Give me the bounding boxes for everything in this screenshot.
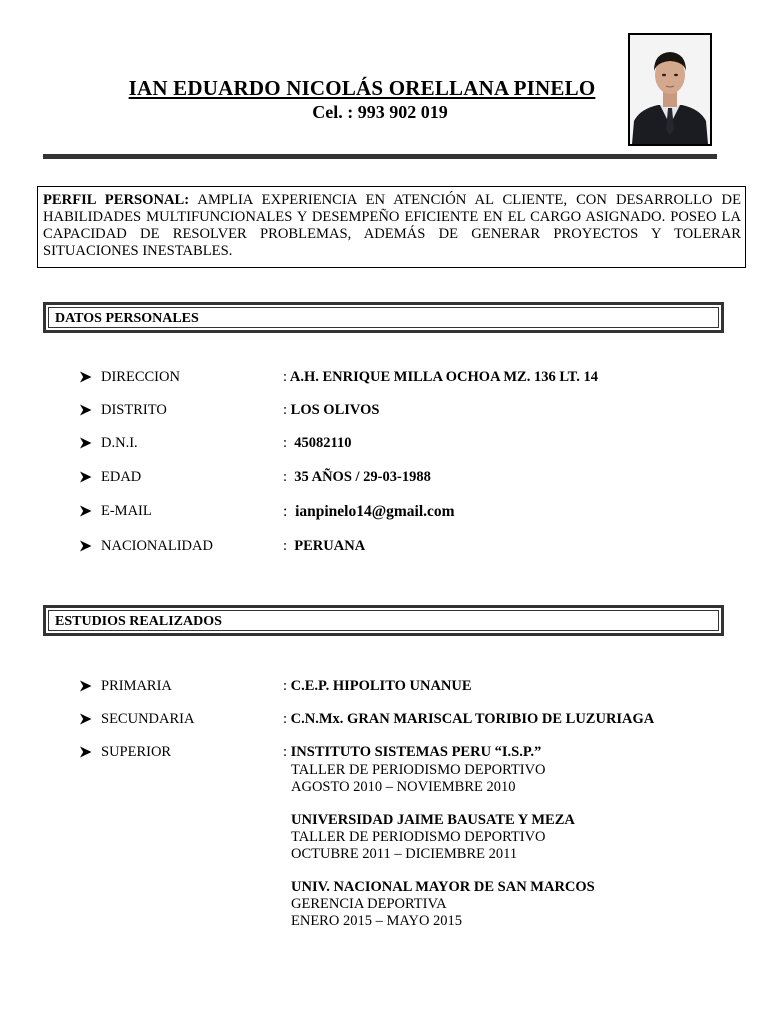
- study-detail: [291, 762, 546, 796]
- field-label: DIRECCION: [101, 369, 180, 385]
- field-label: E-MAIL: [101, 503, 152, 519]
- phone-number: Cel. : 993 902 019: [312, 102, 448, 122]
- profile-box: [37, 186, 746, 268]
- arrow-bullet-icon: [79, 713, 92, 725]
- arrow-bullet-icon: [79, 404, 92, 416]
- list-item: [0, 503, 768, 521]
- course-period: ENERO 2015 – MAYO 2015: [291, 913, 463, 929]
- section-studies: [43, 605, 724, 636]
- course-name: GERENCIA DEPORTIVA: [291, 896, 447, 912]
- institution-name: UNIVERSIDAD JAIME BAUSATE Y MEZA: [291, 812, 575, 828]
- field-label: PRIMARIA: [101, 678, 172, 694]
- arrow-bullet-icon: [79, 540, 92, 552]
- study-detail: [291, 879, 595, 930]
- profile-photo: [628, 33, 712, 146]
- section-title: ESTUDIOS REALIZADOS: [55, 614, 222, 629]
- field-label: DISTRITO: [101, 402, 167, 418]
- list-item: [0, 538, 768, 556]
- field-value: : C.E.P. HIPOLITO UNANUE: [283, 678, 472, 694]
- field-label: NACIONALIDAD: [101, 538, 213, 554]
- field-value: : LOS OLIVOS: [283, 402, 380, 418]
- field-value: : 45082110: [283, 435, 352, 451]
- field-value: : C.N.Mx. GRAN MARISCAL TORIBIO DE LUZURIAGA: [283, 711, 655, 727]
- email-value: : ianpinelo14@gmail.com: [283, 503, 455, 520]
- course-name: TALLER DE PERIODISMO DEPORTIVO: [291, 829, 546, 845]
- course-period: AGOSTO 2010 – NOVIEMBRE 2010: [291, 779, 516, 795]
- field-label: EDAD: [101, 469, 142, 485]
- candidate-name: IAN EDUARDO NICOLÁS ORELLANA PINELO: [128, 76, 596, 100]
- arrow-bullet-icon: [79, 746, 92, 758]
- profile-label: PERFIL PERSONAL:: [43, 192, 190, 208]
- field-value: : PERUANA: [283, 538, 366, 554]
- list-item: [0, 435, 768, 453]
- arrow-bullet-icon: [79, 505, 92, 517]
- institution-name: UNIV. NACIONAL MAYOR DE SAN MARCOS: [291, 879, 595, 895]
- field-value: : A.H. ENRIQUE MILLA OCHOA MZ. 136 LT. 14: [283, 369, 599, 385]
- section-personal-data: [43, 302, 724, 333]
- field-label: SUPERIOR: [101, 744, 172, 760]
- arrow-bullet-icon: [79, 471, 92, 483]
- header-divider: [43, 154, 717, 159]
- arrow-bullet-icon: [79, 371, 92, 383]
- field-value: : 35 AÑOS / 29-03-1988: [283, 469, 431, 485]
- field-label: SECUNDARIA: [101, 711, 195, 727]
- course-period: OCTUBRE 2011 – DICIEMBRE 2011: [291, 846, 518, 862]
- profile-text: AMPLIA EXPERIENCIA EN ATENCIÓN AL CLIENTE, CON DESARROLLO DE HABILIDADES MULTIFUNCIONALES Y DESEMPEÑO EFICIENTE EN EL CARGO ASIGNADO. POSEO LA CAPACIDAD DE RESOLVER PROBLEMAS, ADEMÁS DE GENERAR PROYECTOS Y TOLERAR SITUACIONES INESTABLES.: [43, 192, 741, 259]
- list-item: [0, 678, 768, 696]
- study-detail: [291, 812, 575, 863]
- field-label: D.N.I.: [101, 435, 138, 451]
- list-item: [0, 402, 768, 420]
- section-title: DATOS PERSONALES: [55, 311, 199, 326]
- course-name: TALLER DE PERIODISMO DEPORTIVO: [291, 762, 546, 778]
- list-item: [0, 469, 768, 487]
- arrow-bullet-icon: [79, 437, 92, 449]
- list-item: [0, 369, 768, 387]
- list-item: [0, 711, 768, 729]
- arrow-bullet-icon: [79, 680, 92, 692]
- field-value: : INSTITUTO SISTEMAS PERU “I.S.P.”: [283, 744, 542, 760]
- list-item: [0, 744, 768, 762]
